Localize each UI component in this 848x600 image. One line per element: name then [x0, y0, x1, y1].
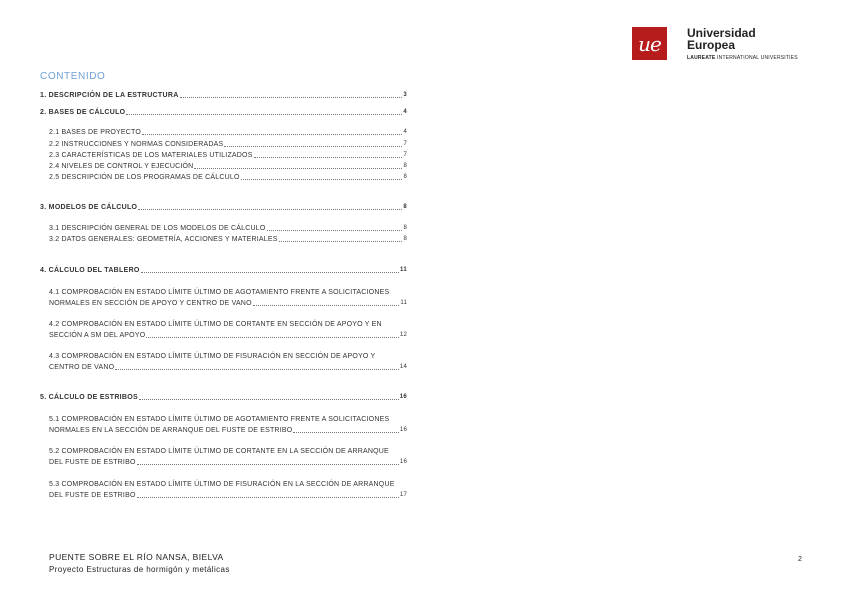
- university-logo: [632, 27, 812, 67]
- logo-tagline-bold: LAUREATE: [687, 55, 716, 61]
- toc-entry[interactable]: [49, 173, 407, 182]
- toc-page-number: 14: [399, 364, 407, 370]
- toc-entry[interactable]: [49, 128, 407, 137]
- toc-page-number: 11: [400, 300, 407, 306]
- toc-entry[interactable]: [49, 162, 407, 171]
- toc-page-number: 8: [403, 236, 407, 242]
- leader-dots: [279, 241, 403, 242]
- toc-entry-text: 3. MODELOS DE CÁLCULO: [40, 204, 138, 211]
- toc-entry-text: 3.2 DATOS GENERALES: GEOMETRÍA, ACCIONES Y MATERIALES: [49, 236, 278, 243]
- toc-entry-line1: 5.3 COMPROBACIÓN EN ESTADO LÍMITE ÚLTIMO DE FISURACIÓN EN LA SECCIÓN DE ARRANQUE: [49, 481, 395, 488]
- leader-dots: [115, 369, 399, 370]
- toc-page-number: 17: [399, 492, 407, 498]
- toc-entry-text: 2.2 INSTRUCCIONES Y NORMAS CONSIDERADAS: [49, 141, 224, 148]
- toc-page-number: 4: [403, 129, 407, 135]
- logo-tagline: [687, 55, 798, 61]
- toc-entry[interactable]: [40, 91, 407, 100]
- leader-dots: [137, 464, 399, 465]
- toc-entry-line2: NORMALES EN LA SECCIÓN DE ARRANQUE DEL FUSTE DE ESTRIBO: [49, 427, 293, 434]
- toc-entry[interactable]: [49, 319, 407, 341]
- leader-dots: [180, 97, 403, 98]
- logo-tagline-rest: INTERNATIONAL UNIVERSITIES: [715, 55, 798, 61]
- toc-page-number: 11: [400, 267, 407, 273]
- toc-page-number: 4: [403, 109, 407, 115]
- leader-dots: [139, 399, 399, 400]
- toc-entry[interactable]: [49, 140, 407, 149]
- toc-page-number: 8: [403, 174, 407, 180]
- toc-page-number: 7: [403, 152, 407, 158]
- footer-subject: Proyecto Estructuras de hormigón y metálicas: [49, 565, 230, 574]
- toc-entry-line1: 4.2 COMPROBACIÓN EN ESTADO LÍMITE ÚLTIMO DE CORTANTE EN SECCIÓN DE APOYO Y EN: [49, 321, 382, 328]
- leader-dots: [253, 305, 400, 306]
- toc-page-number: 8: [403, 204, 407, 210]
- toc-entry[interactable]: [49, 414, 407, 436]
- toc-entry-line2: CENTRO DE VANO: [49, 364, 115, 371]
- toc-page-number: 16: [399, 394, 407, 400]
- leader-dots: [254, 157, 403, 158]
- toc-entry[interactable]: [49, 446, 407, 468]
- toc-title: CONTENIDO: [40, 71, 106, 82]
- toc-entry-text: 2.4 NIVELES DE CONTROL Y EJECUCIÓN: [49, 163, 194, 170]
- toc-page-number: 16: [399, 427, 407, 433]
- leader-dots: [241, 179, 403, 180]
- toc-entry[interactable]: [40, 203, 407, 212]
- toc-page-number: 16: [399, 459, 407, 465]
- toc-entry-line1: 5.2 COMPROBACIÓN EN ESTADO LÍMITE ÚLTIMO DE CORTANTE EN LA SECCIÓN DE ARRANQUE: [49, 448, 389, 455]
- toc-entry-text: 2.5 DESCRIPCIÓN DE LOS PROGRAMAS DE CÁLCULO: [49, 174, 240, 181]
- toc-entry[interactable]: [40, 108, 407, 117]
- toc-page-number: 3: [403, 92, 407, 98]
- toc-entry-line2: NORMALES EN SECCIÓN DE APOYO Y CENTRO DE VANO: [49, 300, 252, 307]
- toc-entry-text: 2.3 CARACTERÍSTICAS DE LOS MATERIALES UTILIZADOS: [49, 152, 253, 159]
- toc-entry-line1: 4.1 COMPROBACIÓN EN ESTADO LÍMITE ÚLTIMO DE AGOTAMIENTO FRENTE A SOLICITACIONES: [49, 289, 390, 296]
- toc-entry[interactable]: [40, 266, 407, 275]
- footer-project-title: PUENTE SOBRE EL RÍO NANSA, BIELVA: [49, 552, 224, 562]
- toc-page-number: 8: [403, 163, 407, 169]
- toc-entry-text: 5. CÁLCULO DE ESTRIBOS: [40, 394, 138, 401]
- toc-entry[interactable]: [49, 479, 407, 501]
- toc-entry-text: 4. CÁLCULO DEL TABLERO: [40, 267, 140, 274]
- logo-name-line2: Europea: [687, 38, 736, 52]
- toc-entry[interactable]: [49, 287, 407, 309]
- toc-page-number: 7: [403, 141, 407, 147]
- leader-dots: [267, 230, 403, 231]
- ue-logo-mark: ue: [632, 27, 667, 60]
- toc-entry-text: 2. BASES DE CÁLCULO: [40, 109, 126, 116]
- toc-entry[interactable]: [49, 351, 407, 373]
- toc-entry-line2: DEL FUSTE DE ESTRIBO: [49, 459, 136, 466]
- toc-entry[interactable]: [40, 393, 407, 402]
- logo-name-line1: Universidad: [687, 26, 756, 40]
- toc-page-number: 12: [399, 332, 407, 338]
- leader-dots: [138, 209, 402, 210]
- leader-dots: [293, 432, 399, 433]
- toc-entry[interactable]: [49, 151, 407, 160]
- leader-dots: [137, 497, 399, 498]
- toc-entry-line1: 4.3 COMPROBACIÓN EN ESTADO LÍMITE ÚLTIMO DE FISURACIÓN EN SECCIÓN DE APOYO Y: [49, 353, 376, 360]
- page-number: 2: [798, 556, 802, 563]
- toc-page-number: 8: [403, 225, 407, 231]
- toc-entry-text: 3.1 DESCRIPCIÓN GENERAL DE LOS MODELOS DE CÁLCULO: [49, 225, 266, 232]
- toc-entry-line2: DEL FUSTE DE ESTRIBO: [49, 492, 136, 499]
- toc-entry-line2: SECCIÓN A SM DEL APOYO: [49, 332, 146, 339]
- leader-dots: [146, 337, 399, 338]
- logo-name: [687, 27, 756, 51]
- toc-entry[interactable]: [49, 235, 407, 244]
- leader-dots: [126, 114, 402, 115]
- leader-dots: [194, 168, 402, 169]
- toc-entry-line1: 5.1 COMPROBACIÓN EN ESTADO LÍMITE ÚLTIMO DE AGOTAMIENTO FRENTE A SOLICITACIONES: [49, 416, 390, 423]
- toc-entry-text: 2.1 BASES DE PROYECTO: [49, 129, 141, 136]
- leader-dots: [142, 134, 402, 135]
- leader-dots: [141, 272, 399, 273]
- toc-entry[interactable]: [49, 224, 407, 233]
- leader-dots: [224, 146, 402, 147]
- toc-entry-text: 1. DESCRIPCIÓN DE LA ESTRUCTURA: [40, 92, 179, 99]
